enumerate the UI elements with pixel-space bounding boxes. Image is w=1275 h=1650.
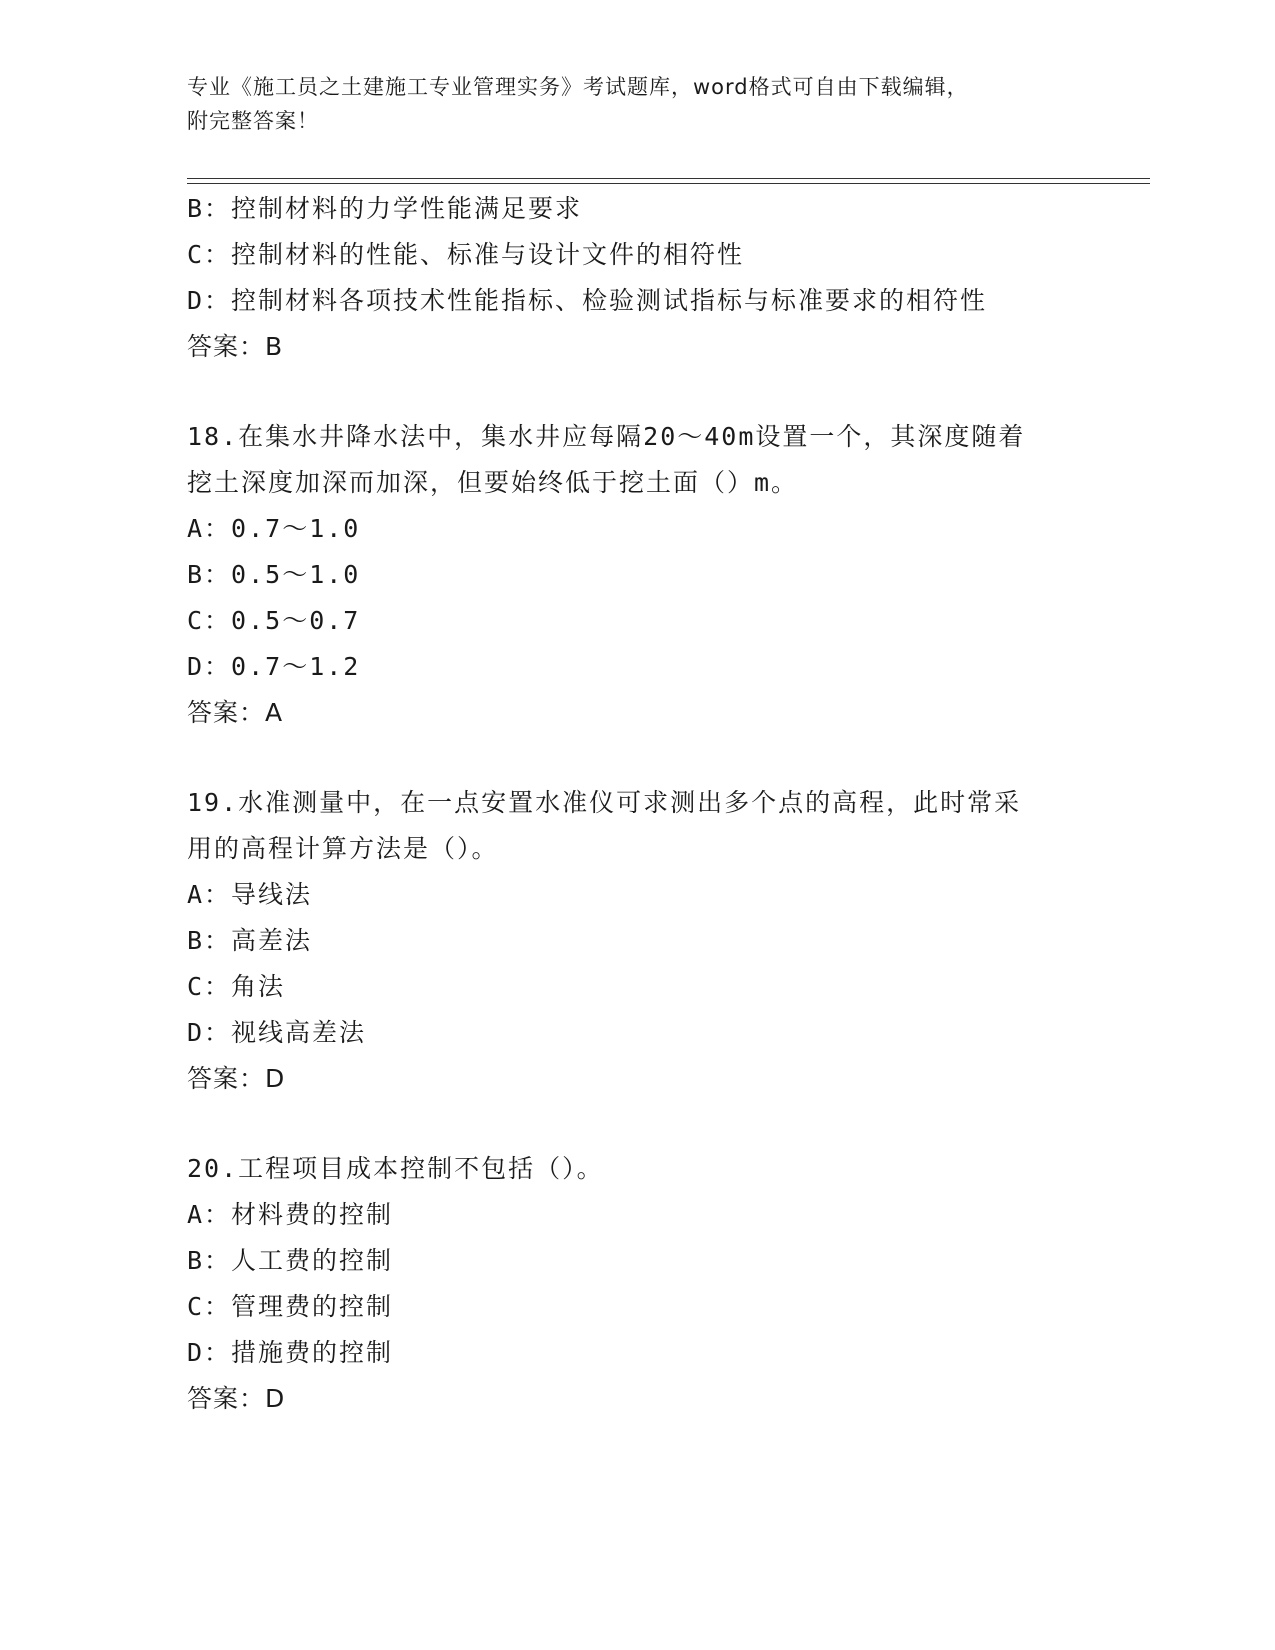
- document-header: [187, 70, 1087, 138]
- header-divider-bottom: [187, 183, 1150, 184]
- question-stem-line-2: 挖土深度加深而加深，但要始终低于挖土面（）m。: [187, 468, 799, 497]
- question-18: [187, 414, 1107, 736]
- header-line-1: 专业《施工员之土建施工专业管理实务》考试题库，word格式可自由下载编辑，: [187, 75, 969, 99]
- question-20: [187, 1146, 1107, 1422]
- question-stem-line-1: 18.在集水井降水法中，集水井应每隔20～40m设置一个，其深度随着: [187, 422, 1026, 451]
- option-d: D：视线高差法: [187, 1018, 367, 1047]
- option-d: D：措施费的控制: [187, 1338, 394, 1367]
- question-stem-line-2: 用的高程计算方法是（）。: [187, 834, 499, 863]
- option-b: B：高差法: [187, 926, 313, 955]
- option-d: D：控制材料各项技术性能指标、检验测试指标与标准要求的相符性: [187, 286, 988, 315]
- question-spacer: [187, 1102, 1107, 1146]
- answer-line: 答案：B: [187, 332, 284, 361]
- option-c: C：管理费的控制: [187, 1292, 394, 1321]
- question-17-tail: [187, 186, 1107, 370]
- question-spacer: [187, 370, 1107, 414]
- question-spacer: [187, 736, 1107, 780]
- header-divider-top: [187, 178, 1150, 179]
- option-b: B：0.5～1.0: [187, 560, 361, 589]
- header-line-2: 附完整答案！: [187, 109, 319, 133]
- option-c: C：控制材料的性能、标准与设计文件的相符性: [187, 240, 745, 269]
- answer-line: 答案：D: [187, 1384, 286, 1413]
- question-list: [187, 186, 1107, 1422]
- option-c: C：角法: [187, 972, 286, 1001]
- option-b: B：人工费的控制: [187, 1246, 394, 1275]
- option-a: A：0.7～1.0: [187, 514, 361, 543]
- question-19: [187, 780, 1107, 1102]
- option-a: A：材料费的控制: [187, 1200, 394, 1229]
- answer-line: 答案：A: [187, 698, 284, 727]
- option-d: D：0.7～1.2: [187, 652, 361, 681]
- option-a: A：导线法: [187, 880, 313, 909]
- option-b: B：控制材料的力学性能满足要求: [187, 194, 583, 223]
- question-stem-line-1: 20.工程项目成本控制不包括（）。: [187, 1154, 604, 1183]
- option-c: C：0.5～0.7: [187, 606, 361, 635]
- question-stem-line-1: 19.水准测量中，在一点安置水准仪可求测出多个点的高程，此时常采: [187, 788, 1022, 817]
- answer-line: 答案：D: [187, 1064, 286, 1093]
